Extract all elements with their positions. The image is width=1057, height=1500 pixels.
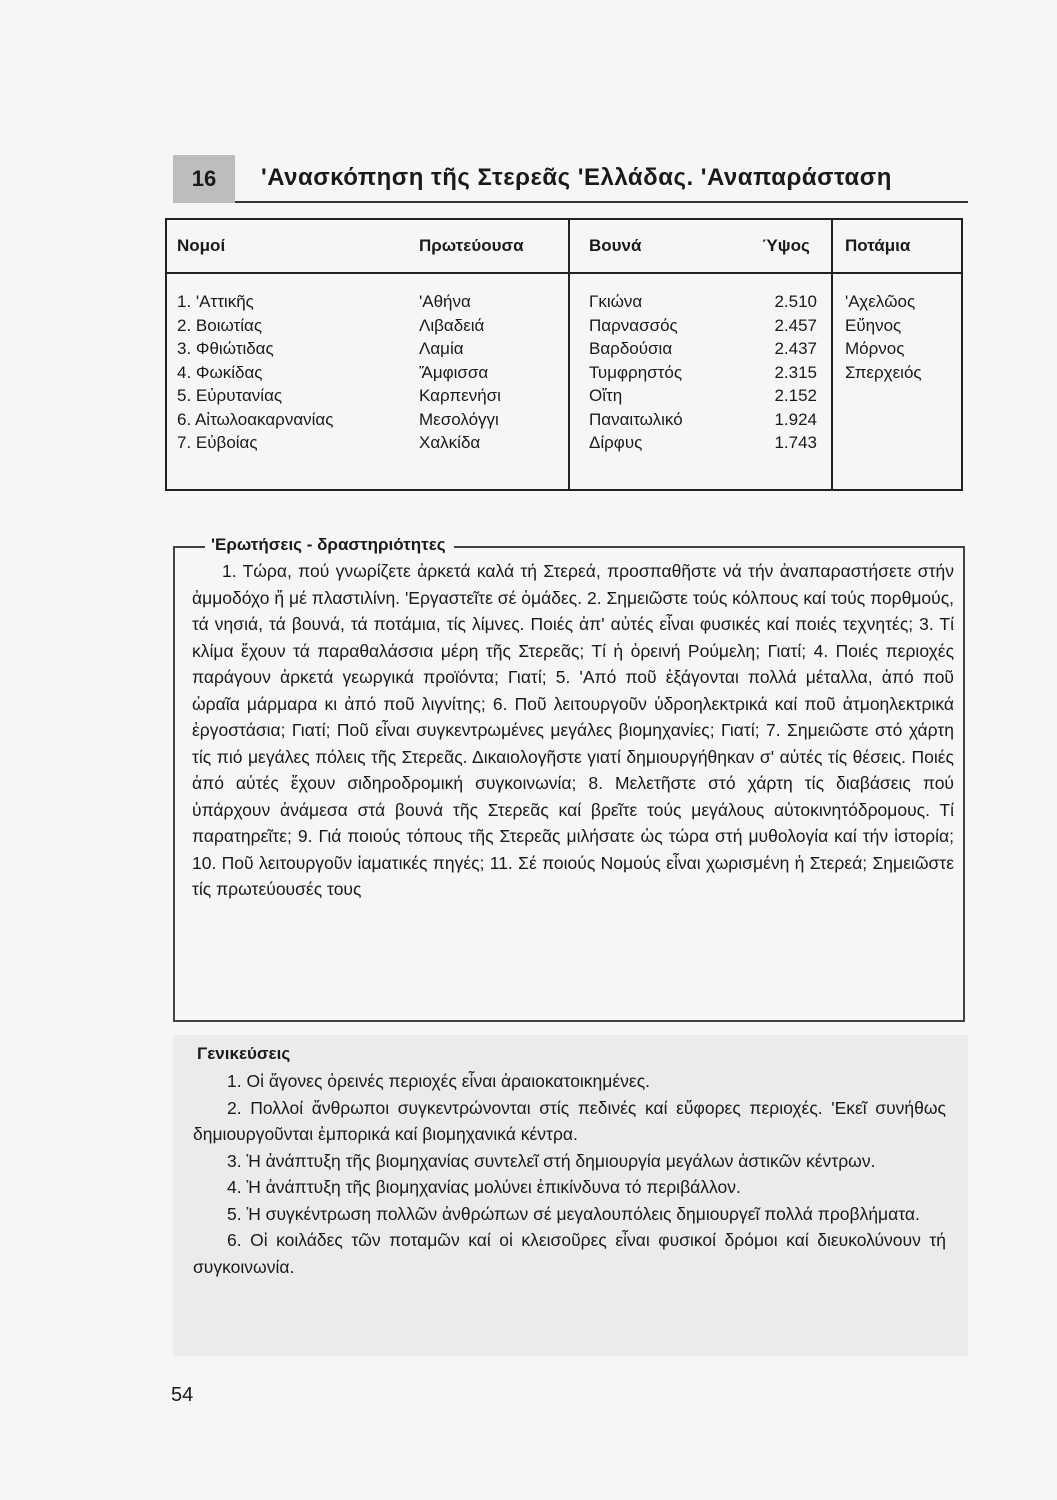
table-cell: 2.152 xyxy=(774,386,817,405)
table-cell: Τυμφρηστός xyxy=(589,362,683,382)
table-cell: 2.510 xyxy=(774,292,817,311)
header-prefectures: Νομοί xyxy=(177,236,226,255)
table-cell: Λιβαδειά xyxy=(419,315,485,335)
table-cell: Ἄμφισσα xyxy=(419,362,489,382)
header-capitals: Πρωτεύουσα xyxy=(419,236,524,255)
mountains-column xyxy=(589,290,683,455)
column-divider xyxy=(831,220,833,489)
table-cell: 2.437 xyxy=(774,339,817,358)
table-cell: Λαμία xyxy=(419,339,464,358)
list-item: 1. Οἱ ἄγονες ὀρεινές περιοχές εἶναι ἀραιοκατοικημένες. xyxy=(227,1071,651,1091)
table-cell: 'Αθήνα xyxy=(419,292,471,311)
questions-text: 1. Τώρα, πού γνωρίζετε ἀρκετά καλά τή Στερεά, προσπαθῆστε νά τήν ἀναπαραστήσετε στήν ἀμμοδόχο ἤ μέ πλαστιλίνη. 'Εργαστεῖτε σέ ὁμάδες. 2. Σημειῶστε τούς κόλπους καί τούς πορθμούς, τά νησιά, τά βουνά, τά ποτάμια, τίς λίμνες. Ποιές ἀπ' αὐτές εἶναι φυσικές καί ποιές τεχνητές; 3. Τί κλίμα ἔχουν τά παραθαλάσσια μέρη τῆς Στερεᾶς; Τί ἡ ὀρεινή Ρούμελη; Γιατί; 4. Ποιές περιοχές παράγουν ἀρκετά γεωργικά προϊόντα; Γιατί; 5. 'Από ποῦ ἐξάγονται πολλά μέταλλα, ἀπό ποῦ ὡραῖα μάρμαρα κι ἀπό ποῦ λιγνίτης; 6. Ποῦ λειτουργοῦν ὑδροηλεκτρικά καί ποῦ ἀτμοηλεκτρικά ἐργοστάσια; Γιατί; Ποῦ εἶναι συγκεντρωμένες μεγάλες βιομηχανίες; Γιατί; 7. Σημειῶστε στό χάρτη τίς πιό μεγάλες πόλεις τῆς Στερεᾶς. Δικαιολογῆστε γιατί δημιουργήθηκαν σ' αὐτές τίς θέσεις. Ποιές ἀπό αὐτές ἔχουν σιδηροδρομική συγκοινωνία; 8. Μελετῆστε στό χάρτη τίς διαβάσεις πού ὑπάρχουν ἀνάμεσα στά βουνά τῆς Στερεᾶς καί βρεῖτε τούς μεγάλους αὐτοκινητόδρομους. Τί παρατηρεῖτε; 9. Γιά ποιούς τόπους τῆς Στερεᾶς μιλήσατε ὡς τώρα στή μυθολογία καί τήν ἱστορία; 10. Ποῦ λειτουργοῦν ἰαματικές πηγές; 11. Σέ ποιούς Νομούς εἶναι χωρισμένη ἡ Στερεά; Σημειῶστε τίς πρωτεύουσές τους xyxy=(192,561,954,899)
lesson-header xyxy=(173,155,968,203)
page-number: 54 xyxy=(171,1384,194,1406)
table-cell: 5. Εὐρυτανίας xyxy=(177,386,283,405)
list-item: 6. Οἱ κοιλάδες τῶν ποταμῶν καί οἱ κλεισοῦρες εἶναι φυσικοί δρόμοι καί διευκολύνουν τή συγκοινωνία. xyxy=(193,1230,946,1277)
list-item: 2. Πολλοί ἄνθρωποι συγκεντρώνονται στίς πεδινές καί εὔφορες περιοχές. 'Εκεῖ συνήθως δημιουργοῦνται ἐμπορικά καί βιομηχανικά κέντρα. xyxy=(193,1097,946,1144)
altitude-column xyxy=(757,290,817,455)
table-cell: 3. Φθιώτιδας xyxy=(177,339,274,358)
header-mountains: Βουνά xyxy=(589,236,642,255)
table-cell: Σπερχειός xyxy=(845,362,922,382)
lesson-title: 'Ανασκόπηση τῆς Στερεᾶς 'Ελλάδας. 'Αναπαράσταση xyxy=(261,164,892,191)
table-cell: Οἴτη xyxy=(589,386,623,405)
table-cell: Μόρνος xyxy=(845,339,905,358)
table-cell: Μεσολόγγι xyxy=(419,409,499,429)
table-cell: 2.315 xyxy=(774,362,817,382)
table-cell: 1.924 xyxy=(774,409,817,429)
table-cell: 4. Φωκίδας xyxy=(177,362,263,382)
table-cell: 7. Εὐβοίας xyxy=(177,433,258,452)
table-cell: Εὔηνος xyxy=(845,315,902,335)
questions-heading: 'Ερωτήσεις - δραστηριότητες xyxy=(205,535,454,555)
table-cell: Χαλκίδα xyxy=(419,433,481,452)
header-rivers: Ποτάμια xyxy=(845,236,911,255)
header-divider xyxy=(167,272,961,274)
capitals-column xyxy=(419,290,501,455)
list-item: 4. Ἡ ἀνάπτυξη τῆς βιομηχανίας μολύνει ἐπικίνδυνα τό περιβάλλον. xyxy=(227,1177,741,1197)
table-cell: 1.743 xyxy=(774,433,817,452)
table-cell: Βαρδούσια xyxy=(589,339,673,358)
rivers-column xyxy=(845,290,922,384)
table-cell: Παρνασσός xyxy=(589,315,678,335)
prefectures-column xyxy=(177,290,333,455)
header-rule xyxy=(235,201,968,203)
generalizations-list xyxy=(193,1068,946,1280)
table-cell: 6. Αἰτωλοακαρνανίας xyxy=(177,409,334,429)
table-cell: Παναιτωλικό xyxy=(589,409,683,429)
table-cell: Γκιώνα xyxy=(589,292,643,311)
table-cell: Καρπενήσι xyxy=(419,386,501,405)
table-cell: Δίρφυς xyxy=(589,433,643,452)
header-altitude: Ύψος xyxy=(762,236,810,255)
table-cell: 2. Βοιωτίας xyxy=(177,315,263,335)
column-divider xyxy=(568,220,570,489)
list-item: 3. Ἡ ἀνάπτυξη τῆς βιομηχανίας συντελεῖ στή δημιουργία μεγάλων ἀστικῶν κέντρων. xyxy=(227,1150,876,1171)
table-cell: 1. 'Αττικῆς xyxy=(177,292,254,311)
generalizations-heading: Γενικεύσεις xyxy=(197,1044,291,1063)
table-cell: 'Αχελῶος xyxy=(845,292,916,311)
table-cell: 2.457 xyxy=(774,315,817,335)
lesson-number: 16 xyxy=(173,155,235,203)
list-item: 5. Ἡ συγκέντρωση πολλῶν ἀνθρώπων σέ μεγαλουπόλεις δημιουργεῖ πολλά προβλήματα. xyxy=(227,1203,920,1224)
prefectures-table xyxy=(165,218,963,491)
